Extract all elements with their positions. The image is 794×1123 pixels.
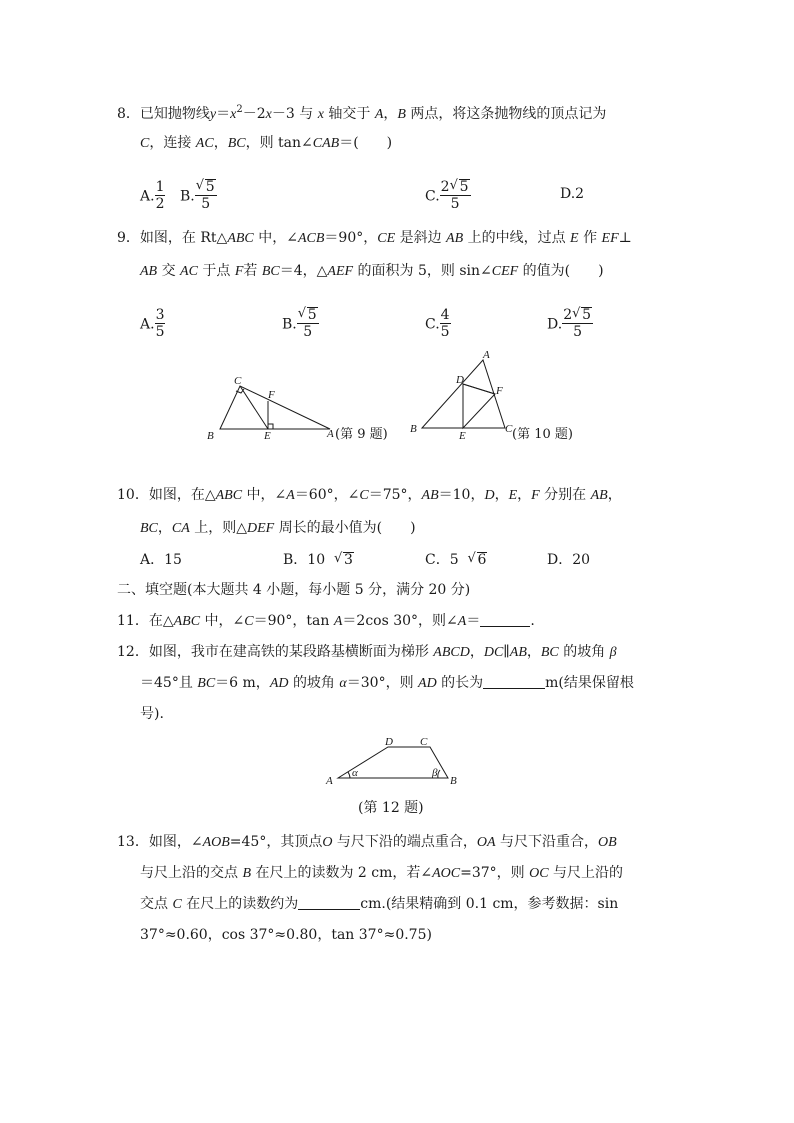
q9-option-d[interactable]: D. $\frac{2√ 5}{5}$ xyxy=(547,308,593,341)
label-c: C xyxy=(234,375,242,387)
q8-option-a[interactable]: A. $\frac{1}{2}$ xyxy=(140,179,165,212)
label-c: C xyxy=(420,736,428,748)
figure-10-caption: (第 10 题) xyxy=(512,427,573,442)
q9-option-c[interactable]: C. $\frac{4}{5}$ xyxy=(425,307,450,340)
label-f: F xyxy=(496,385,503,397)
segment-df xyxy=(463,384,495,394)
label-b: B xyxy=(410,423,417,435)
q10-options xyxy=(140,548,660,572)
q10-line2: BC，CA 上，则△DEF 周长的最小值为( ) xyxy=(140,520,416,536)
q9-option-a[interactable]: A. $\frac{3}{5}$ xyxy=(140,307,165,340)
radical: √ 5 xyxy=(572,307,592,323)
q8-option-c[interactable]: C. $\frac{2√ 5}{5}$ xyxy=(425,180,471,213)
angle-arc-alpha xyxy=(348,772,350,778)
label-e: E xyxy=(264,430,271,442)
triangle-def xyxy=(463,384,495,428)
q10-option-d[interactable]: D．20 xyxy=(547,552,591,568)
triangle-abc xyxy=(220,386,330,429)
fraction: $\frac{4}{5}$ xyxy=(440,307,450,340)
label-a: A xyxy=(483,349,490,361)
figure-9 xyxy=(200,372,400,447)
fraction: $\frac{1}{2}$ xyxy=(155,179,165,212)
section-2-heading: 二、填空题(本大题共 4 小题，每小题 5 分，满分 20 分) xyxy=(117,582,471,598)
q8-options xyxy=(140,168,660,212)
q8-line2: C，连接 AC，BC，则 tan∠CAB＝( ) xyxy=(140,135,393,151)
label-f: F xyxy=(268,389,275,401)
label-d: D xyxy=(385,736,393,748)
radical: √ 5 xyxy=(298,307,318,323)
q9-line2: AB 交 AC 于点 F若 BC＝4，△AEF 的面积为 5，则 sin∠CEF 的值为( ) xyxy=(140,263,604,279)
fraction: √ $\frac{5}{5}$ xyxy=(195,179,217,212)
q10-option-b[interactable]: B．10 √ 3 xyxy=(283,550,354,570)
q8-option-b[interactable]: B. √ $\frac{5}{5}$ xyxy=(180,180,217,213)
label-alpha: α xyxy=(352,767,358,779)
q10-option-a[interactable]: A．15 xyxy=(140,552,182,568)
radical: √ 3 xyxy=(334,550,354,570)
q12-line1: 12．如图，我市在建高铁的某段路基横断面为梯形 ABCD，DC∥AB，BC 的坡角 β xyxy=(117,644,617,660)
q10-line1: 10．如图，在△ABC 中，∠A＝60°，∠C＝75°，AB＝10，D，E，F 分别在 AB， xyxy=(117,487,622,503)
q13-answer-blank[interactable] xyxy=(298,895,360,910)
fraction: $\frac{2√ 5}{5}$ xyxy=(440,179,471,212)
q10-option-c[interactable]: C．5 √ 6 xyxy=(425,550,487,570)
q13-line4: 37°≈0.60，cos 37°≈0.80，tan 37°≈0.75) xyxy=(140,927,432,943)
fraction: $\frac{3}{5}$ xyxy=(155,307,165,340)
angle-arc-beta xyxy=(438,770,440,778)
fraction: $\frac{2√ 5}{5}$ xyxy=(562,307,593,340)
radical: √ 5 xyxy=(196,179,216,195)
q8-line1: 8．已知抛物线$y=x^2-2x-3$ 与 x 轴交于 A，B 两点，将这条抛物线的顶点记为 xyxy=(117,104,607,122)
q12-answer-blank[interactable] xyxy=(483,674,545,689)
q13-line2: 与尺上沿的交点 B 在尺上的读数为 2 cm，若∠AOC=37°，则 OC 与尺上沿的 xyxy=(140,865,624,881)
q12-line3: 号). xyxy=(140,706,164,722)
q9-options xyxy=(140,296,660,340)
label-a: A xyxy=(327,428,334,440)
label-e: E xyxy=(459,430,466,442)
right-angle-mark-e xyxy=(268,424,273,429)
q11-line: 11．在△ABC 中，∠C＝90°，tan A＝2cos 30°，则∠A＝ . xyxy=(117,613,535,629)
label-b: B xyxy=(450,775,457,787)
label-c: C xyxy=(505,423,513,435)
label-a: A xyxy=(326,775,333,787)
q13-line3: 交点 C 在尺上的读数约为 cm.(结果精确到 0.1 cm，参考数据：sin xyxy=(140,896,619,912)
figure-12 xyxy=(320,734,470,790)
figure-12-caption: (第 12 题) xyxy=(358,800,424,816)
q9-line1: 9．如图，在 Rt△ABC 中，∠ACB＝90°，CE 是斜边 AB 上的中线，过点 E 作 EF⊥ xyxy=(117,230,632,246)
label-b: B xyxy=(207,430,214,442)
label-d: D xyxy=(456,374,464,386)
figure-9-caption: (第 9 题) xyxy=(335,427,388,442)
figure-10 xyxy=(405,346,595,448)
radical: √ 6 xyxy=(468,550,488,570)
radical: √ 5 xyxy=(450,179,470,195)
q13-line1: 13．如图，∠AOB=45°，其顶点O 与尺下沿的端点重合，OA 与尺下沿重合，OB xyxy=(117,834,617,850)
q9-option-b[interactable]: B. √ $\frac{5}{5}$ xyxy=(282,308,319,341)
q11-answer-blank[interactable] xyxy=(480,612,530,627)
q12-line2: ＝45°且 BC＝6 m，AD 的坡角 α＝30°，则 AD 的长为 m(结果保留根 xyxy=(140,675,634,691)
q8-option-d[interactable]: D.2 xyxy=(560,186,585,202)
label-beta: β xyxy=(432,767,438,779)
fraction: √ $\frac{5}{5}$ xyxy=(297,307,319,340)
